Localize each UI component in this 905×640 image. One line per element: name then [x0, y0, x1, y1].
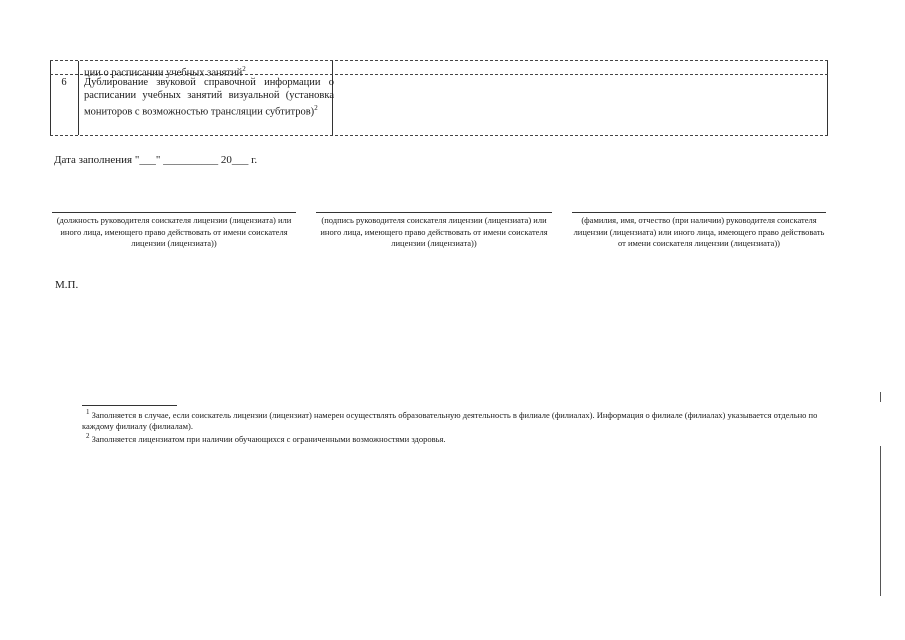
footnote-number: 1	[86, 408, 90, 416]
footnote	[82, 407, 828, 432]
table-column-divider	[78, 61, 79, 135]
footnote-ref: 2	[242, 65, 246, 73]
table-border-right	[827, 61, 828, 135]
row-text: ции о расписании учебных занятий	[84, 67, 243, 79]
footnote-divider	[82, 405, 177, 406]
footnote	[82, 431, 828, 445]
row-text: Дублирование звуковой справочной информации о расписании учебных занятий визуальной (установка мониторов с возможностью трансляции субтитров)	[84, 77, 334, 118]
footnote-number: 2	[86, 432, 90, 440]
table-border-left	[50, 61, 51, 135]
table-row	[84, 77, 334, 119]
signature-fullname-caption: (фамилия, имя, отчество (при наличии) руководителя соискателя лицензии (лицензиата) или иного лица, имеющего право действовать от имени соискателя лицензии (лицензиата))	[572, 212, 826, 250]
requirements-table	[50, 60, 828, 136]
scan-edge-mark	[880, 446, 881, 596]
signature-caption: (подпись руководителя соискателя лицензии (лицензиата) или иного лица, имеющего право действовать от имени соискателя лицензии (лицензиата))	[316, 212, 552, 250]
row-number: 6	[61, 77, 67, 88]
footnote-text: Заполняется в случае, если соискатель лицензии (лицензиат) намерен осуществлять образовательную деятельность в филиале (филиалах). Информация о филиале (филиалах) указывается отдельно по каждому филиалу (филиалам).	[82, 409, 818, 431]
footnote-text: Заполняется лицензиатом при наличии обучающихся с ограниченными возможностями здоровья.	[91, 433, 446, 444]
scan-edge-mark	[880, 392, 881, 402]
footnote-ref: 2	[314, 104, 318, 112]
seal-place-label: М.П.	[55, 279, 79, 291]
signature-position-caption: (должность руководителя соискателя лицензии (лицензиата) или иного лица, имеющего право действовать от имени соискателя лицензии (лицензиата))	[52, 212, 296, 250]
fill-date-line: Дата заполнения "___" __________ 20___ г.	[54, 154, 258, 166]
